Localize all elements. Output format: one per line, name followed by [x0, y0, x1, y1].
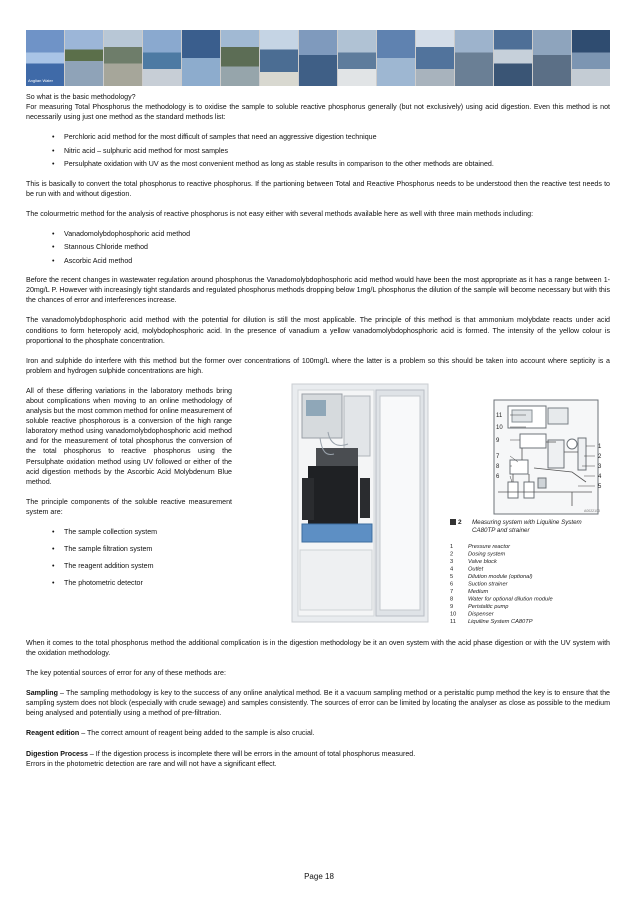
paragraph-key-sources: The key potential sources of error for any of these methods are: [26, 669, 226, 678]
banner-photo-15 [572, 30, 610, 86]
header-banner [26, 30, 610, 86]
list-item: • The sample filtration system [64, 544, 232, 554]
legend-label: Liquiline System CA80TP [468, 618, 533, 625]
callout-label: 1 [598, 443, 602, 450]
banner-photo-10 [377, 30, 415, 86]
legend-number: 2 [450, 551, 454, 558]
legend-label: Suction strainer [468, 581, 508, 588]
banner-photo-4 [143, 30, 181, 86]
digestion-methods-list [26, 132, 610, 169]
paragraph-colour: The colourmetric method for the analysis of reactive phosphorus is not easy either with several methods available here as well with three main methods including: [26, 209, 534, 218]
figure-code: A0022103 [584, 508, 600, 513]
banner-photo-11 [416, 30, 454, 86]
legend-label: Dilution module (optional) [468, 573, 533, 580]
callout-label: 11 [496, 412, 503, 419]
components-list [26, 527, 232, 588]
paragraph-variations: All of these differing variations in the laboratory methods bring about complications when moving to an online methodology of analysis but the most common method for online measurement of soluble reactive phosphorous is a conversion of the high range laboratory method using vanadomolybdophosphoric acid method and for the measurement of total phosphorus the conversion of the total phosphorus to reactive phosphorus using the Persulphate oxidation method using UV followed or either of the acid digestion methods by the Ascorbic Acid Molybdenum Blue method. [26, 386, 232, 486]
left-column [26, 386, 232, 628]
analyser-figure-svg [272, 382, 610, 628]
legend-number: 11 [450, 618, 456, 625]
banner-photo-5 [182, 30, 220, 86]
list-item: • Nitric acid – sulphuric acid method for most samples [64, 146, 610, 156]
callout-label: 8 [496, 463, 500, 470]
legend-label: Medium [468, 588, 489, 595]
legend-label: Dosing system [468, 551, 506, 558]
banner-photo-13 [494, 30, 532, 86]
list-item: • Perchloric acid method for the most difficult of samples that need an aggressive digestion technique [64, 132, 610, 142]
analyser-cabinet-image [292, 384, 428, 622]
paragraph-photometric: Errors in the photometric detection are rare and will not have a significant effect. [26, 759, 277, 768]
list-item: • Persulphate oxidation with UV as the most convenient method as long as stable results in comparison to the other methods are obtained. [64, 159, 610, 169]
error-term: Reagent edition [26, 729, 80, 738]
banner-photo-3 [104, 30, 142, 86]
list-item: • The reagent addition system [64, 561, 232, 571]
legend-number: 4 [450, 566, 454, 573]
list-item: • The sample collection system [64, 527, 232, 537]
intro-text: For measuring Total Phosphorus the methodology is to oxidise the sample to soluble reactive phosphorus generally (but not exclusively) using acid digestion. Even this method is not necessarily using just one method as the standard methods list: [26, 103, 610, 122]
list-item: • Stannous Chloride method [64, 242, 610, 252]
legend-label: Valve block [468, 558, 497, 565]
list-item: • Ascorbic Acid method [64, 256, 610, 266]
legend-number: 8 [450, 596, 454, 603]
legend-label: Dispenser [468, 611, 494, 618]
figure-caption-text: CA80TP and strainer [472, 526, 530, 534]
paragraph-total: When it comes to the total phosphorus method the additional complication is in the digestion methodology be it an oven system with the acid phase digestion or with the UV system with the oxidation methodology. [26, 638, 610, 657]
callout-label: 9 [496, 437, 500, 444]
error-term: Sampling [26, 689, 58, 698]
legend-number: 6 [450, 581, 454, 588]
logo-text: Anglian Water [28, 78, 53, 83]
banner-photo-6 [221, 30, 259, 86]
paragraph-components: The principle components of the soluble reactive measurement system are: [26, 497, 232, 516]
paragraph-vanado: The vanadomolybdophosphoric acid method with the potential for dilution is still the most applicable. The principle of this method is that ammonium molybdate reacts under acid conditions to form heteropoly acid, molybdophosphoric acid. In the presence of vanadium a yellow vanadomolybdophosphoric acid is formed. The intensity of the yellow colour is proportional to the phosphate concentration. [26, 316, 610, 345]
analyser-figure [272, 382, 610, 628]
callout-label: 10 [496, 424, 503, 431]
list-item: • The photometric detector [64, 578, 232, 588]
schematic-diagram [494, 400, 602, 514]
figure-legend [450, 544, 553, 625]
error-text: – If the digestion process is incomplete there will be errors in the amount of total phosphorus measured. [87, 749, 416, 758]
legend-number: 7 [450, 588, 454, 595]
figure-number: 2 [458, 518, 462, 526]
legend-label: Peristaltic pump [468, 603, 509, 610]
callout-label: 7 [496, 453, 500, 460]
callout-label: 2 [598, 453, 602, 460]
banner-photo-9 [338, 30, 376, 86]
error-text: – The sampling methodology is key to the success of any online analytical method. Be it a vacuum sampling method or a peristaltic pump method the key is to ensure that the sampling system does not block (especially with crude sewage) and samples consistently. The sources of error can be limited by locating the analyser as close as possible to the medium being analysed and potentially using a method of pre-filtration. [26, 689, 610, 718]
legend-number: 3 [450, 558, 454, 565]
callout-label: 5 [598, 483, 602, 490]
callout-label: 4 [598, 473, 602, 480]
banner-photo-12 [455, 30, 493, 86]
legend-number: 10 [450, 611, 457, 618]
callout-label: 3 [598, 463, 602, 470]
figure-caption-text: Measuring system with Liquiline System [472, 518, 582, 526]
banner-photo-8 [299, 30, 337, 86]
intro-paragraph [26, 92, 610, 122]
banner-photo-14 [533, 30, 571, 86]
banner-photo-7 [260, 30, 298, 86]
error-text: – The correct amount of reagent being added to the sample is also crucial. [79, 729, 315, 738]
error-term: Digestion Process [26, 749, 88, 758]
intro-heading: So what is the basic methodology? [26, 93, 136, 101]
error-source-sampling [26, 688, 610, 718]
legend-label: Water for optional dilution module [468, 596, 553, 603]
paragraph-iron: Iron and sulphide do interfere with this method but the former over concentrations of 100mg/L where the latter is a problem so this should be taken into account where septicity is a problem and hydrogen sulphide concentrations are high. [26, 356, 610, 375]
banner-photo-2 [65, 30, 103, 86]
error-source-digestion [26, 749, 610, 769]
figure-caption [450, 519, 582, 534]
paragraph-regulation: Before the recent changes in wastewater regulation around phosphorus the Vanadomolybdophosphoric acid method would have been the most appropriate as it has a range between 1-20mg/L P. However with increasingly tight standards and regulated phosphorus methods dropping below 1mg/L phosphorus the dilution of the sample will become necessary but with this the chances of error and interferences increase. [26, 276, 610, 305]
callout-label: 6 [496, 473, 500, 480]
legend-label: Pressure reactor [468, 543, 511, 550]
colour-methods-list [26, 229, 610, 266]
legend-label: Outlet [468, 566, 484, 573]
banner-photo-1 [26, 30, 64, 86]
legend-number: 1 [450, 543, 454, 550]
page-number: Page 18 [304, 872, 334, 881]
two-column-section [26, 386, 610, 628]
paragraph-convert: This is basically to convert the total phosphorus to reactive phosphorus. If the partioning between Total and Reactive Phosphorus needs to be understood then the reactive test needs to be run with and without digestion. [26, 179, 610, 198]
legend-number: 9 [450, 603, 454, 610]
list-item: • Vanadomolybdophosphoric acid method [64, 229, 610, 239]
legend-number: 5 [450, 573, 454, 580]
page-body [26, 92, 610, 779]
error-source-reagent [26, 728, 610, 738]
